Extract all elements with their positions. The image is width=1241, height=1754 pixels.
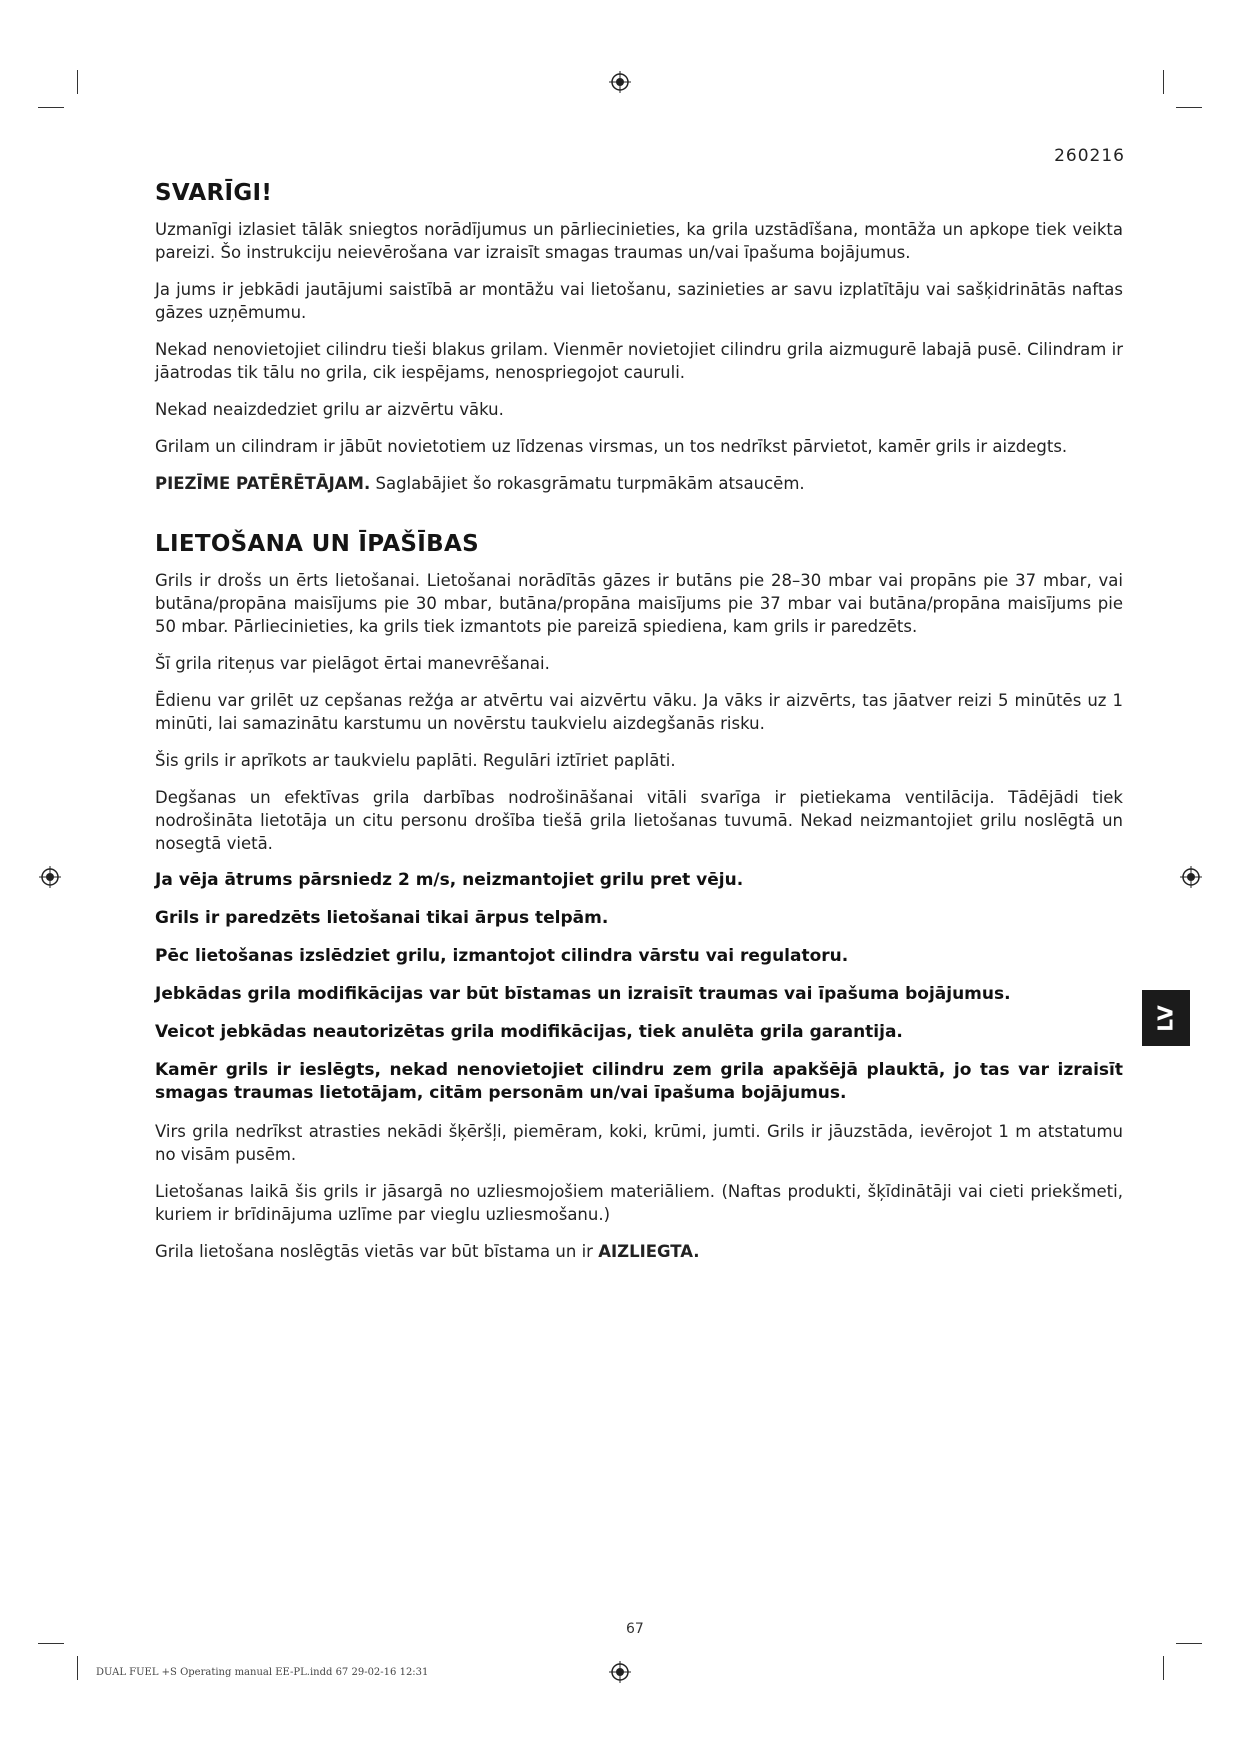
- paragraph: Uzmanīgi izlasiet tālāk sniegtos norādījumus un pārliecinieties, ka grila uzstādīšana, montāža un apkope tiek veikta pareizi. Šo instrukciju neievērošana var izraisīt smagas traumas un/vai īpašuma bojājumus.: [155, 220, 1123, 262]
- paragraph: Nekad neaizdedziet grilu ar aizvērtu vāku.: [155, 400, 504, 419]
- note-label: PIEZĪME PATĒRĒTĀJAM.: [155, 474, 371, 493]
- paragraph: Degšanas un efektīvas grila darbības nodrošināšanai vitāli svarīga ir pietiekama ventilācija. Tādējādi tiek nodrošināta lietotāja un citu personu drošība tiešā grila lietošanas tuvumā. Nekad neizmantojiet grilu noslēgtā un nosegtā vietā.: [155, 788, 1123, 853]
- paragraph: Virs grila nedrīkst atrasties nekādi šķēršļi, piemēram, koki, krūmi, jumti. Grils ir jāuzstāda, ievērojot 1 m atstatumu no visām pusēm.: [155, 1122, 1123, 1164]
- paragraph: Šis grils ir aprīkots ar taukvielu paplāti. Regulāri iztīriet paplāti.: [155, 751, 676, 770]
- document-code: 260216: [1054, 146, 1125, 166]
- crop-mark: [38, 1643, 64, 1644]
- note-text: Saglabājiet šo rokasgrāmatu turpmākām atsaucēm.: [370, 474, 805, 493]
- registration-mark-icon: [39, 866, 61, 888]
- section-title-important: SVARĪGI!: [155, 180, 273, 206]
- final-text: Grila lietošana noslēgtās vietās var būt bīstama un ir: [155, 1242, 599, 1261]
- crop-mark: [77, 70, 78, 94]
- warning-text: Grils ir paredzēts lietošanai tikai ārpus telpām.: [155, 908, 609, 928]
- crop-mark: [77, 1656, 78, 1680]
- warning-text: Veicot jebkādas neautorizētas grila modifikācijas, tiek anulēta grila garantija.: [155, 1022, 903, 1042]
- final-paragraph: [155, 1240, 1123, 1263]
- paragraph: Lietošanas laikā šis grils ir jāsargā no uzliesmojošiem materiāliem. (Naftas produkti, šķīdinātāji vai cieti priekšmeti, kuriem ir brīdinājuma uzlīme par vieglu uzliesmošanu.): [155, 1182, 1123, 1224]
- language-tab-label: LV: [1154, 1004, 1178, 1032]
- registration-mark-icon: [609, 1661, 631, 1683]
- paragraph: Ēdienu var grilēt uz cepšanas režģa ar atvērtu vai aizvērtu vāku. Ja vāks ir aizvērts, tas jāatver reizi 5 minūtēs uz 1 minūti, lai samazinātu karstumu un novērstu taukvielu aizdegšanās risku.: [155, 691, 1123, 733]
- paragraph: Ja jums ir jebkādi jautājumi saistībā ar montāžu vai lietošanu, sazinieties ar savu izplatītāju vai sašķidrinātās naftas gāzes uzņēmumu.: [155, 280, 1123, 322]
- consumer-note: [155, 472, 1123, 495]
- paragraph: Nekad nenovietojiet cilindru tieši blakus grilam. Vienmēr novietojiet cilindru grila aizmugurē labajā pusē. Cilindram ir jāatrodas tik tālu no grila, cik iespējams, nenospriegojot cauruli.: [155, 340, 1123, 382]
- crop-mark: [1163, 70, 1164, 94]
- registration-mark-icon: [609, 71, 631, 93]
- page-number: 67: [626, 1621, 644, 1637]
- language-tab: [1142, 990, 1190, 1046]
- footer-file-info: DUAL FUEL +S Operating manual EE-PL.indd 67 29-02-16 12:31: [96, 1667, 429, 1678]
- crop-mark: [1176, 1643, 1202, 1644]
- registration-mark-icon: [1180, 866, 1202, 888]
- final-bold-text: AIZLIEGTA.: [598, 1242, 700, 1261]
- warning-text: Ja vēja ātrums pārsniedz 2 m/s, neizmantojiet grilu pret vēju.: [155, 870, 744, 890]
- main-content: [155, 180, 1123, 1277]
- paragraph: Grilam un cilindram ir jābūt novietotiem uz līdzenas virsmas, un tos nedrīkst pārvietot, kamēr grils ir aizdegts.: [155, 437, 1068, 456]
- crop-mark: [1163, 1656, 1164, 1680]
- warning-text: Pēc lietošanas izslēdziet grilu, izmantojot cilindra vārstu vai regulatoru.: [155, 946, 849, 966]
- paragraph: Grils ir drošs un ērts lietošanai. Lietošanai norādītās gāzes ir butāns pie 28–30 mbar vai propāns pie 37 mbar, vai butāna/propāna maisījums pie 30 mbar, butāna/propāna maisījums pie 37 mbar vai butāna/propāna maisījums pie 50 mbar. Pārliecinieties, ka grils tiek izmantots pie pareizā spiediena, kam grils ir paredzēts.: [155, 571, 1123, 636]
- crop-mark: [1176, 107, 1202, 108]
- warning-text: Kamēr grils ir ieslēgts, nekad nenovietojiet cilindru zem grila apakšējā plauktā, jo tas var izraisīt smagas traumas lietotājam, citām personām un/vai īpašuma bojājumus.: [155, 1060, 1123, 1103]
- crop-mark: [38, 107, 64, 108]
- paragraph: Šī grila riteņus var pielāgot ērtai manevrēšanai.: [155, 654, 550, 673]
- warning-text: Jebkādas grila modifikācijas var būt bīstamas un izraisīt traumas vai īpašuma bojājumus.: [155, 984, 1011, 1004]
- section-title-usage: LIETOŠANA UN ĪPAŠĪBAS: [155, 531, 479, 557]
